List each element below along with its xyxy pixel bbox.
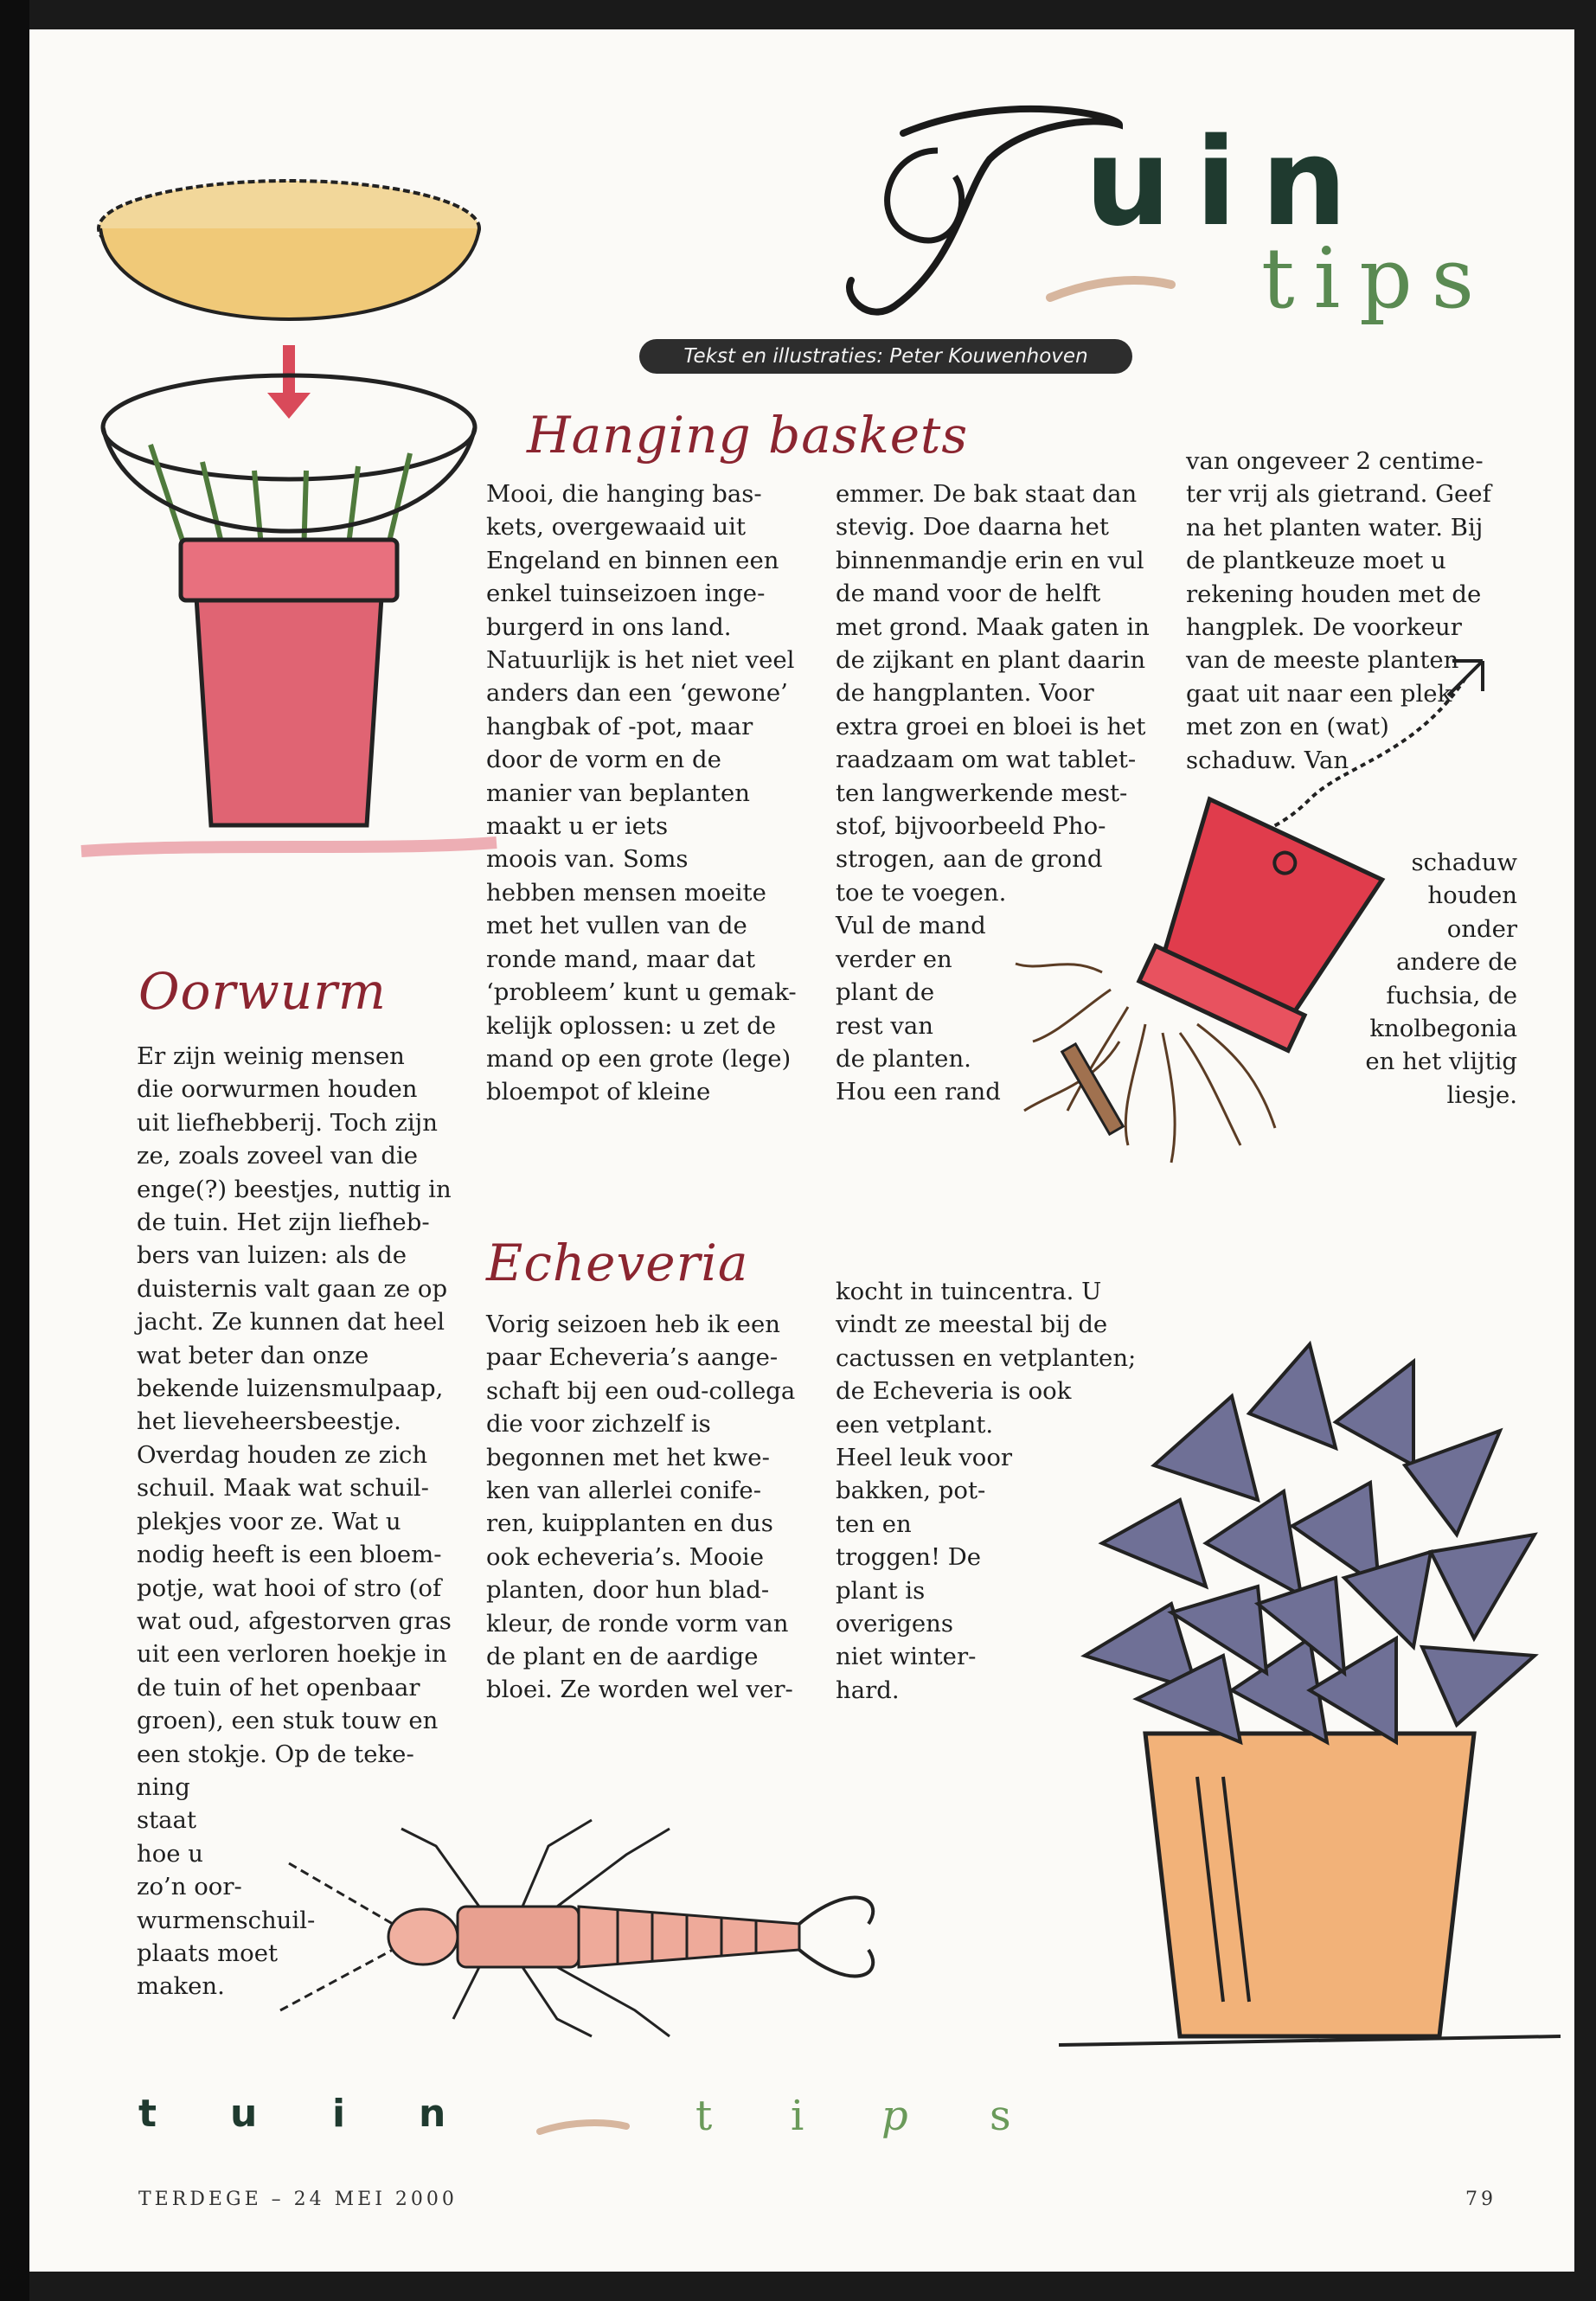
heading-hanging-baskets: Hanging baskets: [527, 406, 969, 465]
footer-letter-p: p: [881, 2092, 908, 2140]
hanging-baskets-text-3: van ongeveer 2 centime- ter vrij als gietrand. Geef na het planten water. Bij de plantkeuze moet u rekening houden met de hangplek. De voorkeur van de meeste planten gaat uit naar een plek met zon en (wat) schaduw. Van: [1186, 447, 1491, 774]
masthead-subtitle: tips: [1261, 230, 1493, 327]
footer-letter-i: i: [332, 2092, 346, 2136]
echeveria-illustration: [1050, 1327, 1569, 2062]
footer-letter-t2: t: [695, 2092, 713, 2140]
footer-letter-t: t: [138, 2092, 157, 2136]
hanging-baskets-text-2: emmer. De bak staat dan stevig. Doe daarna het binnenmandje erin en vul de mand voor de helft met grond. Maak gaten in de zijkant en plant daarin de hangplanten. Voor extra groei en bloei is het raadzaam om wat tablet- ten langwerkende mest- stof, bijvoorbeeld Pho- strogen, aan de grond toe te voegen. Vul de mand verder en plant de rest van de planten. Hou een rand: [836, 480, 1150, 1106]
earwig-illustration: [263, 1794, 990, 2054]
hanging-baskets-text-1: Mooi, die hanging bas- kets, overgewaaid uit Engeland en binnen een enkel tuinseizoen inge- burgerd in ons land. Natuurlijk is het niet veel anders dan een ‘gewone’ hangbak of -pot, maar door de vorm en de manier van beplanten maakt u er iets moois van. Soms hebben mensen moeite met het vullen van de ronde mand, maar dat ‘probleem’ kunt u gemak- kelijk oplossen: u zet de mand op een grote (lege) bloempot of kleine: [486, 480, 797, 1106]
masthead-title: uin: [1085, 112, 1372, 253]
footer-brush-stroke: [535, 2114, 631, 2140]
earwig-shelter-pot-illustration: [981, 626, 1517, 1249]
hanging-baskets-text-4: schaduw houden onder andere de fuchsia, de knolbegonia en het vlijtig liesje.: [1365, 849, 1517, 1109]
oorwurm-text: Er zijn weinig mensen die oorwurmen houden uit liefhebberij. Toch zijn ze, zoals zoveel van die enge(?) beestjes, nuttig in de tuin. Het zijn liefheb- bers van luizen: als de duisternis valt gaan ze op jacht. Ze kunnen dat heel wat beter dan onze bekende luizensmulpaap, het lieveheersbeestje. Overdag houden ze zich schuil. Maak wat schuil- plekjes voor ze. Wat u nodig heeft is een bloem- potje, wat hooi of stro (of wat oud, afgestorven gras uit een verloren hoekje in de tuin of het openbaar groen), een stuk touw en een stokje. Op de teke- ning staat hoe u zo’n oor- wurmenschuil- plaats moet maken.: [137, 1042, 452, 2001]
echeveria-text-2: kocht in tuincentra. U vindt ze meestal bij de cactussen en vetplanten; de Echeveria is ook een vetplant. Heel leuk voor bakken, pot- ten en troggen! De plant is overigens niet winter- hard.: [836, 1278, 1137, 1704]
footer-letter-s: s: [990, 2092, 1011, 2140]
echeveria-col1: [486, 1308, 824, 1707]
magazine-page: [29, 29, 1574, 2272]
hanging-baskets-col1: [486, 478, 824, 1109]
echeveria-text-1: Vorig seizoen heb ik een paar Echeveria’s aange- schaft bij een oud-collega die voor zichzelf is begonnen met het kwe- ken van allerlei conife- ren, kuipplanten en dus ook echeveria’s. Mooie planten, door hun blad- kleur, de ronde vorm van de plant en de aardige bloei. Ze worden wel ver-: [486, 1311, 796, 1704]
heading-echeveria: Echeveria: [486, 1234, 749, 1292]
hanging-basket-illustration: [81, 159, 531, 903]
scan-border: [0, 0, 29, 2301]
heading-oorwurm: Oorwurm: [138, 962, 387, 1021]
byline: Tekst en illustraties: Peter Kouwenhoven: [639, 339, 1132, 374]
publication-line: TERDEGE – 24 MEI 2000: [138, 2189, 458, 2210]
footer-letter-n: n: [419, 2092, 446, 2136]
page-number: 79: [1465, 2189, 1497, 2210]
footer-letter-u: u: [230, 2092, 258, 2136]
footer-letter-i2: i: [791, 2092, 804, 2140]
